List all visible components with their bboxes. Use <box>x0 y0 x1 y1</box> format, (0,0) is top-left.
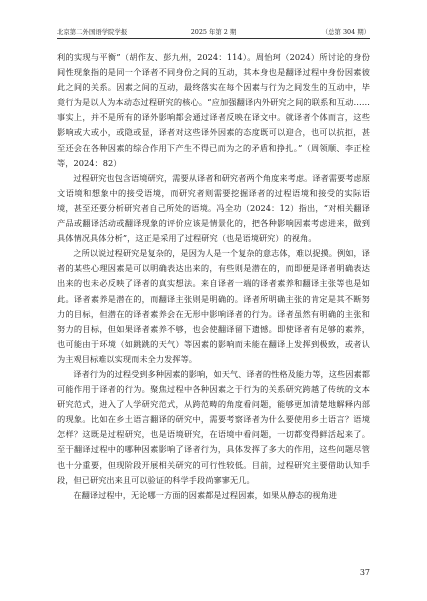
article-body <box>57 50 370 503</box>
total-issue-label: （总第 304 期） <box>321 28 370 36</box>
body-paragraph: 在翻译过程中，无论哪一方面的因素都是过程因素，如果从静态的视角进 <box>73 489 337 500</box>
running-header <box>57 25 370 39</box>
body-paragraph: 过程研究也包含语境研究，需要从译者和研究者两个角度来考虑。译者需要考虑原文语境和想象中的接受语境，而研究者则需要挖掘译者的过程语境和接受的实际语境，甚至还要分析研究者自己所处的语境。冯全功（2024：12）指出，“对相关翻译产品或翻译活动或翻译现象的评价应该是情景化的，把各种影响因素考虑进来，做到具体情况具体分析”，这正是采用了过程研究（也是语境研究）的视角。 <box>57 172 370 244</box>
issue-label: 2025 年第 2 期 <box>190 28 237 36</box>
body-paragraph: 之所以说过程研究是复杂的，是因为人是一个复杂的意志体，难以捉摸。例如，译者的某些心理因素是可以明确表达出来的，有些则是潜在的，而即便是译者明确表达出来的也未必反映了译者的真实想法。来自译者一端的译者素养和翻译主张等也是如此。译者素养是潜在的，而翻译主张则是明确的。译者所明确主张的肯定是其不断努力的目标，但潜在的译者素养会在无形中影响译者的行为。译者虽然有明确的主张和努力的目标，但如果译者素养不够，也会使翻译留下遗憾。即使译者有足够的素养，也可能由于环境（如跳跳的天气）等因素的影响而未能在翻译上发挥到极致，或者认为主观目标难以实现而未全力发挥等。 <box>57 248 370 364</box>
body-paragraph: 译者行为的过程受到多种因素的影响，如天气、译者的性格及能力等，这些因素都可能作用于译者的行为。聚焦过程中各种因素之于行为的关系研究跨越了传统的文本研究范式，进入了人学研究范式，从跨范畴的角度看问题，能够更加清楚地解释内部的现象。比如在乡土语言翻译的研究中，需要考察译者为什么要使用乡土语言？语境怎样？这既是过程研究，也是语境研究，在语境中看问题，一切都变得鲜活起来了。至于翻译过程中的哪种因素影响了译者行为，具体发挥了多大的作用，这些问题尽管也十分重要，但现阶段开展相关研究的可行性较低。目前，过程研究主要借助认知手段，但已研究出来且可以验证的科学手段尚寥寥无几。 <box>57 368 370 485</box>
header-rule <box>57 38 370 39</box>
journal-name: 北京第二外国语学院学报 <box>57 28 128 36</box>
page-number: 37 <box>359 568 370 577</box>
body-paragraph-continued: 利的实现与平衡”（胡作友、彭九州，2024：114）。周怡珂（2024）所讨论的身份间性现象指的是同一个译者不同身份之间的互动，其本身也是翻译过程中身份因素彼此之间的关系。因素之间的互动，最终落实在每个因素与行为之间发生的互动中，毕竟行为是以人为本动态过程研究的核心。“应加强翻译内外研究之间的联系和互动……事实上，并不是所有的译外影响都会通过译者反映在译文中。就译者个体而言，这些影响或大或小，或隐或显，译者对这些译外因素的态度既可以迎合，也可以抗拒，甚至还会在各种因素的综合作用下产生不得已而为之的矛盾和挣扎。”（周领顺、李正栓等，2024：82） <box>57 52 370 168</box>
